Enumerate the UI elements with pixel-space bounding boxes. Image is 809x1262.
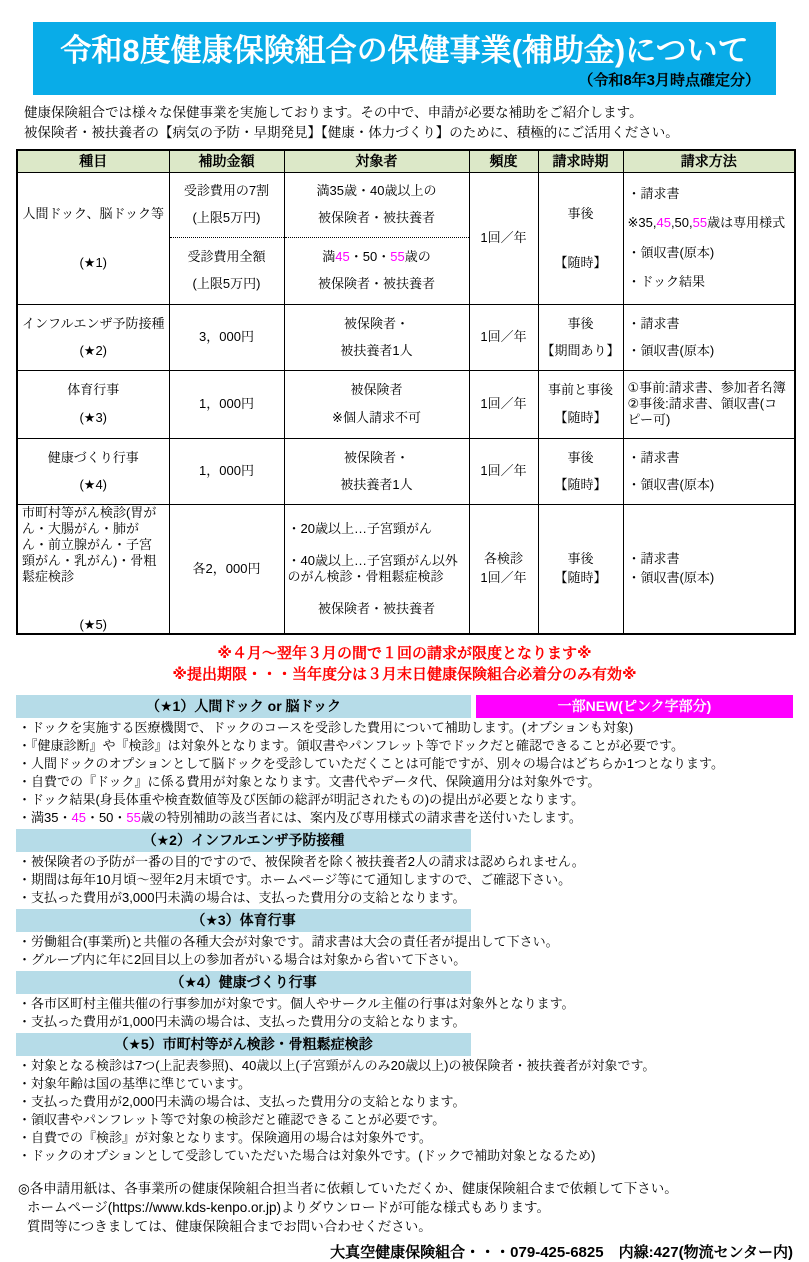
cell-amount: 受診費用の7割 (上限5万円) 受診費用全額 (上限5万円) [169,172,284,304]
table-header-row [17,150,795,172]
section-ningen-dock [0,695,809,827]
cell-amount: 1，000円 [169,370,284,438]
bullet-line: ・期間は毎年10月頃～翌年2月末頃です。ホームページ等にて通知しますので、ご確認下さい。 [18,872,572,887]
section-title-bar: （★3）体育行事 [16,909,471,932]
contact-line: 大真空健康保険組合・・・079-425-6825 内線:427(物流センター内) [330,1244,793,1261]
table-row-sports-event [17,370,795,438]
cell-claim-method: ・請求書 ・領収書(原本) [623,504,795,634]
cell-target: 被保険者 ※個人請求不可 [284,370,469,438]
cell-claim-timing: 事後 【随時】 [538,504,623,634]
section-sports-event [0,909,809,969]
col-header-target: 対象者 [284,150,469,172]
cell-category: 市町村等がん検診(胃がん・大腸がん・肺がん・前立腺がん・子宮頸がん・乳がん)・骨粗鬆症検診 (★5) [17,504,169,634]
col-header-frequency: 頻度 [469,150,538,172]
bullet-line: ・支払った費用が3,000円未満の場合は、支払った費用分の支給となります。 [18,890,466,905]
cell-amount: 1，000円 [169,438,284,504]
footer-line-3: 質問等につきましては、健康保険組合までお問い合わせください。 [27,1219,432,1234]
health-insurance-notice-page [0,22,809,1261]
cell-amount: 3，000円 [169,304,284,370]
bullet-line: ・満35・45・50・55歳の特別補助の該当者には、案内及び専用様式の請求書を送付いたします。 [18,810,582,825]
section-title-bar: （★2）インフルエンザ予防接種 [16,829,471,852]
bullet-line: ・被保険者の予防が一番の目的ですので、被保険者を除く被扶養者2人の請求は認められません。 [18,854,585,869]
bullet-line: ・領収書やパンフレット等で対象の検診だと確認できることが必要です。 [18,1112,446,1127]
section-title-bar: （★5）市町村等がん検診・骨粗鬆症検診 [16,1033,471,1056]
cell-claim-method: ・請求書 ・領収書(原本) [623,438,795,504]
cell-claim-timing: 事後 【随時】 [538,438,623,504]
cell-claim-method: ①事前:請求書、参加者名簿②事後:請求書、領収書(コピー可) [623,370,795,438]
cell-claim-method: ・請求書 ※35,45,50,55歳は専用様式 ・領収書(原本) ・ドック結果 [623,172,795,304]
bullet-line: ・労働組合(事業所)と共催の各種大会が対象です。請求書は大会の責任者が提出して下さい。 [18,934,559,949]
cell-frequency: 1回／年 [469,438,538,504]
page-title: 令和8度健康保険組合の保健事業(補助金)について [60,33,749,68]
bullet-line: ・『健康診断』や『検診』は対象外となります。領収書やパンフレット等でドックだと確認できることが必要です。 [18,738,684,753]
cell-claim-timing: 事後 【随時】 [538,172,623,304]
notice-line-2: ※提出期限・・・当年度分は３月末日健康保険組合必着分のみ有効※ [172,666,637,683]
table-row-cancer-screening [17,504,795,634]
section-influenza [0,829,809,907]
col-header-claim-timing: 請求時期 [538,150,623,172]
cell-claim-timing: 事前と事後 【随時】 [538,370,623,438]
bullet-line: ・グループ内に年に2回目以上の参加者がいる場合は対象から省いて下さい。 [18,952,467,967]
table-row-health-event [17,438,795,504]
cell-target: ・20歳以上…子宮頸がん ・40歳以上…子宮頸がん以外のがん検診・骨粗鬆症検診 被保険者・被扶養者 [284,504,469,634]
bullet-line: ・自費での『検診』が対象となります。保険適用の場合は対象外です。 [18,1130,432,1145]
bullet-line: ・自費での『ドック』に係る費用が対象となります。文書代やデータ代、保険適用分は対象外です。 [18,774,601,789]
cell-frequency: 1回／年 [469,172,538,304]
detail-sections [0,695,809,1165]
intro-line-2: 被保険者・被扶養者の【病気の予防・早期発見】【健康・体力づくり】のために、積極的にご活用ください。 [24,125,679,140]
bullet-line: ・人間ドックのオプションとして脳ドックを受診していただくことは可能ですが、別々の場合はどちらか1つとなります。 [18,756,724,771]
footer-notes [18,1179,793,1262]
title-banner [33,22,776,95]
bullet-line: ・ドック結果(身長体重や検査数値等及び医師の総評が明記されたもの)の提出が必要となります。 [18,792,585,807]
bullet-line: ・ドックのオプションとして受診していただいた場合は対象外です。(ドックで補助対象となるため) [18,1148,596,1163]
cell-amount: 各2，000円 [169,504,284,634]
cell-frequency: 各検診 1回／年 [469,504,538,634]
new-badge: 一部NEW(ピンク字部分) [476,695,793,718]
bullet-line: ・支払った費用が1,000円未満の場合は、支払った費用分の支給となります。 [18,1014,466,1029]
intro-paragraph [24,103,809,143]
col-header-amount: 補助金額 [169,150,284,172]
cell-category: 体育行事 (★3) [17,370,169,438]
cell-target: 被保険者・ 被扶養者1人 [284,438,469,504]
cell-target: 満35歳・40歳以上の 被保険者・被扶養者 満45・50・55歳の 被保険者・被扶養者 [284,172,469,304]
intro-line-1: 健康保険組合では様々な保健事業を実施しております。その中で、申請が必要な補助をご紹介します。 [24,105,643,120]
col-header-claim-method: 請求方法 [623,150,795,172]
table-row-dock [17,172,795,304]
benefits-table [16,149,796,635]
cell-category: 人間ドック、脳ドック等 (★1) [17,172,169,304]
cell-frequency: 1回／年 [469,304,538,370]
section-title-bar: （★4）健康づくり行事 [16,971,471,994]
bullet-line: ・対象年齢は国の基準に準じています。 [18,1076,251,1091]
bullet-line: ・支払った費用が2,000円未満の場合は、支払った費用分の支給となります。 [18,1094,466,1109]
cell-category: 健康づくり行事 (★4) [17,438,169,504]
col-header-category: 種目 [17,150,169,172]
section-cancer-screening [0,1033,809,1165]
cell-frequency: 1回／年 [469,370,538,438]
bullet-line: ・ドックを実施する医療機関で、ドックのコースを受診した費用について補助します。(オプションも対象) [18,720,634,735]
claim-limit-notice [0,643,809,685]
footer-line-2: ホームページ(https://www.kds-kenpo.or.jp)よりダウンロードが可能な様式もあります。 [27,1200,550,1215]
cell-target: 被保険者・ 被扶養者1人 [284,304,469,370]
bullet-line: ・対象となる検診は7つ(上記表参照)、40歳以上(子宮頸がんのみ20歳以上)の被保険者・被扶養者が対象です。 [18,1058,656,1073]
cell-claim-timing: 事後 【期間あり】 [538,304,623,370]
cell-category: インフルエンザ予防接種 (★2) [17,304,169,370]
page-subtitle: （令和8年3月時点確定分） [578,72,760,89]
section-health-event [0,971,809,1031]
table-row-influenza [17,304,795,370]
footer-line-1: ◎各申請用紙は、各事業所の健康保険組合担当者に依頼していただくか、健康保険組合まで依頼して下さい。 [18,1181,678,1196]
notice-line-1: ※４月～翌年３月の間で１回の請求が限度となります※ [217,645,592,662]
bullet-line: ・各市区町村主催共催の行事参加が対象です。個人やサークル主催の行事は対象外となります。 [18,996,575,1011]
cell-claim-method: ・請求書 ・領収書(原本) [623,304,795,370]
section-title-bar: （★1）人間ドック or 脳ドック [16,695,471,718]
